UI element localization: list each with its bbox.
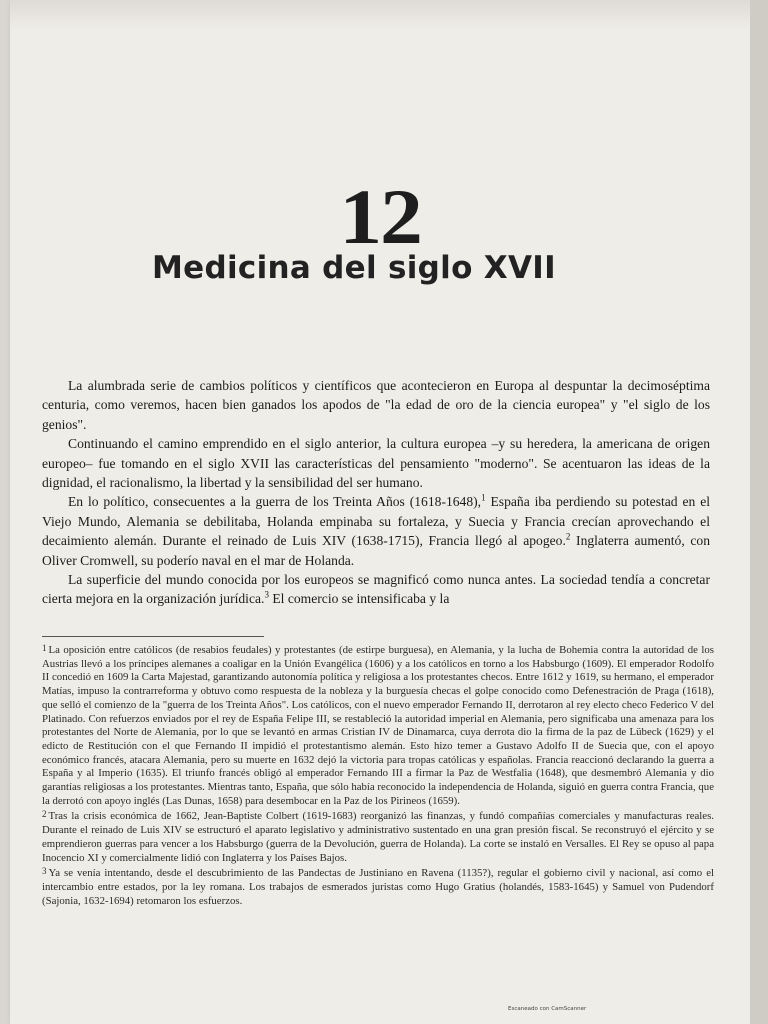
- footnote-text: Tras la crisis económica de 1662, Jean-Baptiste Colbert (1619-1683) reorganizó las finanzas, y fundó compañías comerciales y manufacturas reales. Durante el reinado de Luis XIV se estructuró el aparato legislativo y administrativo sustentado en una gran presión fiscal. Se reconstruyó el ejército y se emprendieron guerras para vencer a los Habsburgo (guerra de la Devolución, guerra de Holanda). La corte se instaló en Versalles. El Rey se opuso al papa Inocencio XI y comercialmente lidió con Inglaterra y los Países Bajos.: [42, 810, 714, 864]
- paragraph: [42, 570, 710, 609]
- paragraph-text: Inglaterra aumentó, con Oliver Cromwell, su poderío naval en el mar de Holanda.: [42, 533, 710, 568]
- footnote: [42, 642, 714, 808]
- footnotes: [42, 642, 714, 908]
- footnote-ref: 3: [264, 589, 269, 600]
- footnote: [42, 865, 714, 908]
- paragraph-text: En lo político, consecuentes a la guerra de los Treinta Años (1618-1648),: [68, 494, 482, 510]
- chapter-title: Medicina del siglo XVII: [152, 250, 556, 286]
- scanner-watermark: Escaneado con CamScanner: [508, 1006, 587, 1012]
- paragraph: [42, 492, 710, 570]
- footnote-text: La oposición entre católicos (de resabios feudales) y protestantes (de estirpe burguesa), en Alemania, y la lucha de Bohemia contra la autoridad de los Austrias llevó a los príncipes alemanes a coaligar en la Unión Evangélica (1606) y a los católicos en torno a los Habsburgo (1609). El emperador Rodolfo II concedió en 1609 la Carta Majestad, garantizando autonomía política y religiosa a los protestantes checos. Entre 1612 y 1619, su hermano, el emperador Matías, impuso la contrarreforma y obtuvo como respuesta de la nobleza y la burguesía checas el golpe conocido como Defenestración de Praga (1618), que selló el comienzo de la "guerra de los Treinta Años". Los católicos, con el nuevo emperador Fernando II, derrotaron al rey electo checo Federico V del Platinado. Con refuerzos enviados por el rey de España Felipe III, se restableció la autoridad imperial en Alemania, pero significaba una amenaza para los protestantes del Norte de Alemania, por lo que se levantó en armas Cristian IV de Dinamarca, cuya derrota dio la firma de la paz de Lübeck (1629) y el edicto de Restitución con el que Fernando II impidió el protestantismo alemán. Esto hizo temer a Gustavo Adolfo II de Suecia que, con el apoyo económico francés, atacara Alemania, pero su muerte en 1632 dejó la victoria para tropas católicas y españolas. Francia reaccionó declarando la guerra a España y al Imperio (1635). El triunfo francés obligó al emperador Fernando III a firmar la Paz de Westfalia (1648), que desmembró Alemania y dio garantías religiosas a los protestantes. Mientras tanto, España, que sólo había reconocido la independencia de Holanda, siguió en guerra contra Francia, que la derrotó con apoyo inglés (Las Dunas, 1658) para desembocar en la Paz de los Pirineos (1659).: [42, 644, 714, 807]
- footnote: [42, 808, 714, 865]
- body-text: [42, 376, 710, 609]
- footnote-ref: 2: [565, 531, 571, 542]
- footnote-number: 2: [42, 809, 47, 820]
- footnote-text: Ya se venía intentando, desde el descubrimiento de las Pandectas de Justiniano en Ravena (1135?), regular el gobierno civil y nacional, así como el intercambio entre estados, por la ley romana. Los trabajos de esmerados juristas como Hugo Gratius (holandés, 1583-1645) y Samuel von Pudendorf (Sajonia, 1632-1694) retomaron los esfuerzos.: [42, 867, 714, 907]
- footnote-ref: 1: [481, 492, 486, 503]
- paragraph: Continuando el camino emprendido en el siglo anterior, la cultura europea –y su heredera, la americana de origen europeo– fue tomando en el siglo XVII las características del pensamiento "moderno". Se acentuaron las ideas de la dignidad, el racionalismo, la libertad y la sensibilidad del ser humano.: [42, 436, 710, 491]
- paragraph: La alumbrada serie de cambios políticos y científicos que acontecieron en Europa al despuntar la decimoséptima centuria, como veremos, hacen bien ganados los apodos de "la edad de oro de la ciencia europea" y "el siglo de los genios".: [42, 378, 710, 432]
- footnote-divider: [42, 636, 264, 637]
- paragraph-text: España iba perdiendo su potestad en el Viejo Mundo, Alemania se debilitaba, Holanda empinaba su fortaleza, y Suecia y Francia crecían aprovechando el decaimiento alemán. Durante el reinado de Luis XIV (1638-1715), Francia llegó al apogeo.: [42, 494, 711, 549]
- chapter-number: 12: [339, 173, 421, 260]
- footnote-number: 1: [42, 643, 47, 653]
- paragraph-text: El comercio se intensificaba y la: [268, 591, 450, 607]
- paragraph-text: La superficie del mundo conocida por los europeos se magnificó como nunca antes. La sociedad tendía a concretar cierta mejora en la organización jurídica.: [42, 572, 710, 607]
- page-edge: [750, 0, 768, 1024]
- footnote-number: 3: [42, 866, 47, 877]
- book-page: [10, 0, 750, 1024]
